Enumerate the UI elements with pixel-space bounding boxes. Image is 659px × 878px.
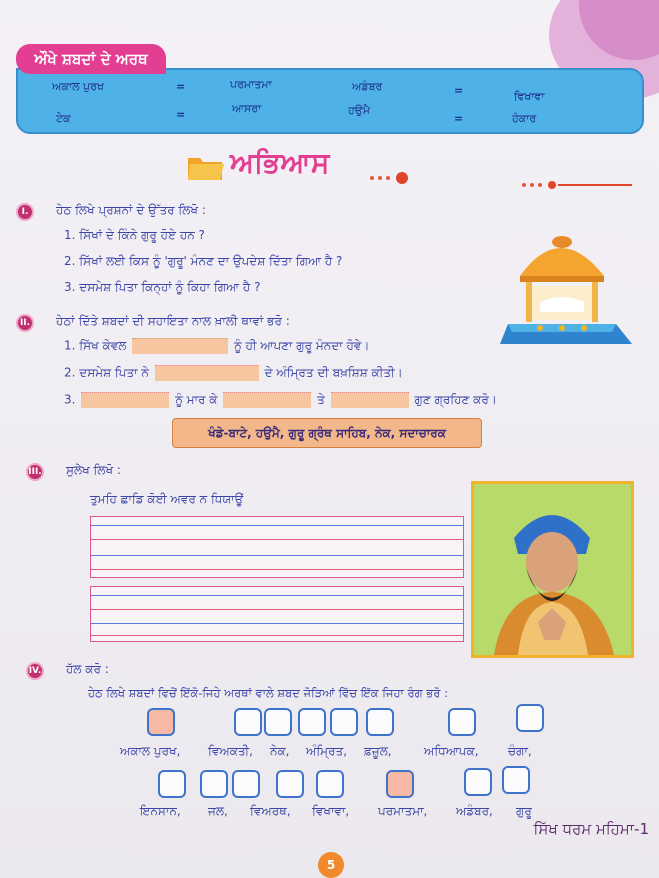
question-text: 2. ਦਸਮੇਸ਼ ਪਿਤਾ ਨੇ [64, 365, 149, 380]
color-box[interactable] [502, 766, 530, 794]
book-title: ਸਿੱਖ ਧਰਮ ਮਹਿਮਾ-1 [533, 820, 649, 838]
question-text: ਨੂੰ ਹੀ ਆਪਣਾ ਗੁਰੂ ਮੰਨਦਾ ਹੋਵੇ। [234, 338, 370, 353]
instruction: ਹੇਠ ਲਿਖੇ ਸ਼ਬਦਾਂ ਵਿਚੋਂ ਇੱਕੋ-ਜਿਹੇ ਅਰਥਾਂ ਵਾਲੇ ਸ਼ਬਦ ਜੋੜਿਆਂ ਵਿੱਚ ਇੱਕ ਜਿਹਾ ਰੰਗ ਭਰੋ : [88, 686, 448, 700]
color-box[interactable] [516, 704, 544, 732]
color-box[interactable] [464, 768, 492, 796]
color-box[interactable] [316, 770, 344, 798]
glossary-equals: = [454, 112, 464, 125]
glossary-meaning: ਆਸਰਾ [232, 102, 262, 115]
glossary-word: ਅਡੰਬਰ [352, 80, 383, 93]
fill-blank-question [64, 365, 403, 381]
match-word: ਵਿਅਰਥ, [250, 804, 291, 818]
section-title: ਹੇਠ ਲਿਖੇ ਪ੍ਰਸ਼ਨਾਂ ਦੇ ਉੱਤਰ ਲਿਖੋ : [56, 203, 206, 217]
glossary-word: ਹਉਮੈ [348, 104, 370, 117]
glossary-meaning: ਪਰਮਾਤਮਾ [230, 78, 272, 91]
question: 3. ਦਸਮੇਸ਼ ਪਿਤਾ ਕਿਨ੍ਹਾਂ ਨੂੰ ਕਿਹਾ ਗਿਆ ਹੈ ? [64, 280, 261, 294]
match-word: ਵਿਅਕਤੀ, [208, 744, 253, 758]
question-text: 1. ਸਿੱਖ ਕੇਵਲ [64, 338, 127, 353]
color-box[interactable] [386, 770, 414, 798]
color-box[interactable] [158, 770, 186, 798]
glossary-meaning: ਵਿਖਾਵਾ [514, 90, 545, 103]
match-word: ਚੰਗਾ, [508, 744, 532, 758]
dots-ornament-right [520, 180, 632, 190]
section-title: ਹੱਲ ਕਰੋ : [66, 662, 109, 676]
answer-blank[interactable] [81, 392, 169, 408]
question: 1. ਸਿੱਖਾਂ ਦੇ ਕਿੰਨੇ ਗੁਰੂ ਹੋਏ ਹਨ ? [64, 228, 205, 242]
page-number: 5 [318, 852, 344, 878]
match-word: ਪਰਮਾਤਮਾ, [378, 804, 428, 818]
glossary-word: ਟੇਕ [56, 112, 71, 125]
match-word: ਨੇਕ, [270, 744, 290, 758]
calligraphy-line: ਤੁਮਹਿ ਛਾਡਿ ਕੋਈ ਅਵਰ ਨ ਧਿਯਾਊਂ [90, 492, 244, 506]
section-badge: III. [26, 463, 44, 481]
guru-portrait [471, 481, 634, 658]
match-word: ਗੁਰੂ [516, 804, 532, 818]
section-title: ਹੇਠਾਂ ਦਿੱਤੇ ਸ਼ਬਦਾਂ ਦੀ ਸਹਾਇਤਾ ਨਾਲ ਖ਼ਾਲੀ ਥਾਵਾਂ ਭਰੋ : [56, 314, 290, 328]
answer-blank[interactable] [132, 338, 228, 354]
glossary-box [16, 68, 644, 134]
match-word: ਅਡੰਬਰ, [456, 804, 493, 818]
writing-lines[interactable] [90, 516, 464, 578]
question-text: ਤੇ [317, 392, 325, 407]
section-badge: II. [16, 314, 34, 332]
page-title: ਅਭਿਆਸ [230, 146, 330, 179]
glossary-equals: = [176, 108, 186, 121]
color-box[interactable] [264, 708, 292, 736]
palki-sahib-illustration [500, 224, 642, 348]
match-word: ਇਨਸਾਨ, [140, 804, 181, 818]
color-box[interactable] [276, 770, 304, 798]
section-badge: IV. [26, 662, 44, 680]
match-word: ਫ਼ਜ਼ੂਲ, [364, 744, 392, 758]
question-text: ਦੇ ਅੰਮ੍ਰਿਤ ਦੀ ਬਖ਼ਸ਼ਿਸ਼ ਕੀਤੀ। [264, 365, 403, 380]
section-badge: I. [16, 203, 34, 221]
match-word: ਅਕਾਲ ਪੁਰਖ, [120, 744, 181, 758]
color-box[interactable] [234, 708, 262, 736]
question-text: ਗੁਣ ਗ੍ਰਹਿਣ ਕਰੋ। [414, 392, 497, 407]
answer-blank[interactable] [223, 392, 311, 408]
color-box[interactable] [147, 708, 175, 736]
match-word: ਅੰਮ੍ਰਿਤ, [306, 744, 348, 758]
match-word: ਜਲ, [208, 804, 228, 818]
dots-ornament [368, 172, 418, 184]
question-text: ਨੂੰ ਮਾਰ ਕੇ [175, 392, 218, 407]
glossary-equals: = [176, 80, 186, 93]
question: 2. ਸਿੱਖਾਂ ਲਈ ਕਿਸ ਨੂੰ 'ਗੁਰੂ' ਮੰਨਣ ਦਾ ਉਪਦੇਸ਼ ਦਿੱਤਾ ਗਿਆ ਹੈ ? [64, 254, 343, 268]
glossary-meaning: ਹੰਕਾਰ [512, 112, 537, 125]
answer-blank[interactable] [331, 392, 409, 408]
match-word: ਵਿਖਾਵਾ, [312, 804, 350, 818]
fill-blank-question [64, 338, 369, 354]
color-box[interactable] [366, 708, 394, 736]
glossary-equals: = [454, 84, 464, 97]
writing-lines[interactable] [90, 586, 464, 642]
glossary-word: ਅਕਾਲ ਪੁਰਖ [52, 80, 104, 93]
match-word: ਅਧਿਆਪਕ, [424, 744, 479, 758]
fill-blank-question [64, 392, 497, 408]
color-box[interactable] [232, 770, 260, 798]
folder-icon [186, 152, 226, 182]
color-box[interactable] [330, 708, 358, 736]
word-bank: ਖੰਡੇ-ਬਾਟੇ, ਹਉਮੈ, ਗੁਰੂ ਗ੍ਰੰਥ ਸਾਹਿਬ, ਨੇਕ, ਸਦਾਚਾਰਕ [172, 418, 482, 448]
color-box[interactable] [200, 770, 228, 798]
color-box[interactable] [448, 708, 476, 736]
question-text: 3. [64, 392, 76, 407]
glossary-title: ਔਖੇ ਸ਼ਬਦਾਂ ਦੇ ਅਰਥ [16, 44, 166, 74]
answer-blank[interactable] [155, 365, 259, 381]
color-box[interactable] [298, 708, 326, 736]
section-title: ਸੁਲੇਖ ਲਿਖੋ : [66, 463, 121, 477]
